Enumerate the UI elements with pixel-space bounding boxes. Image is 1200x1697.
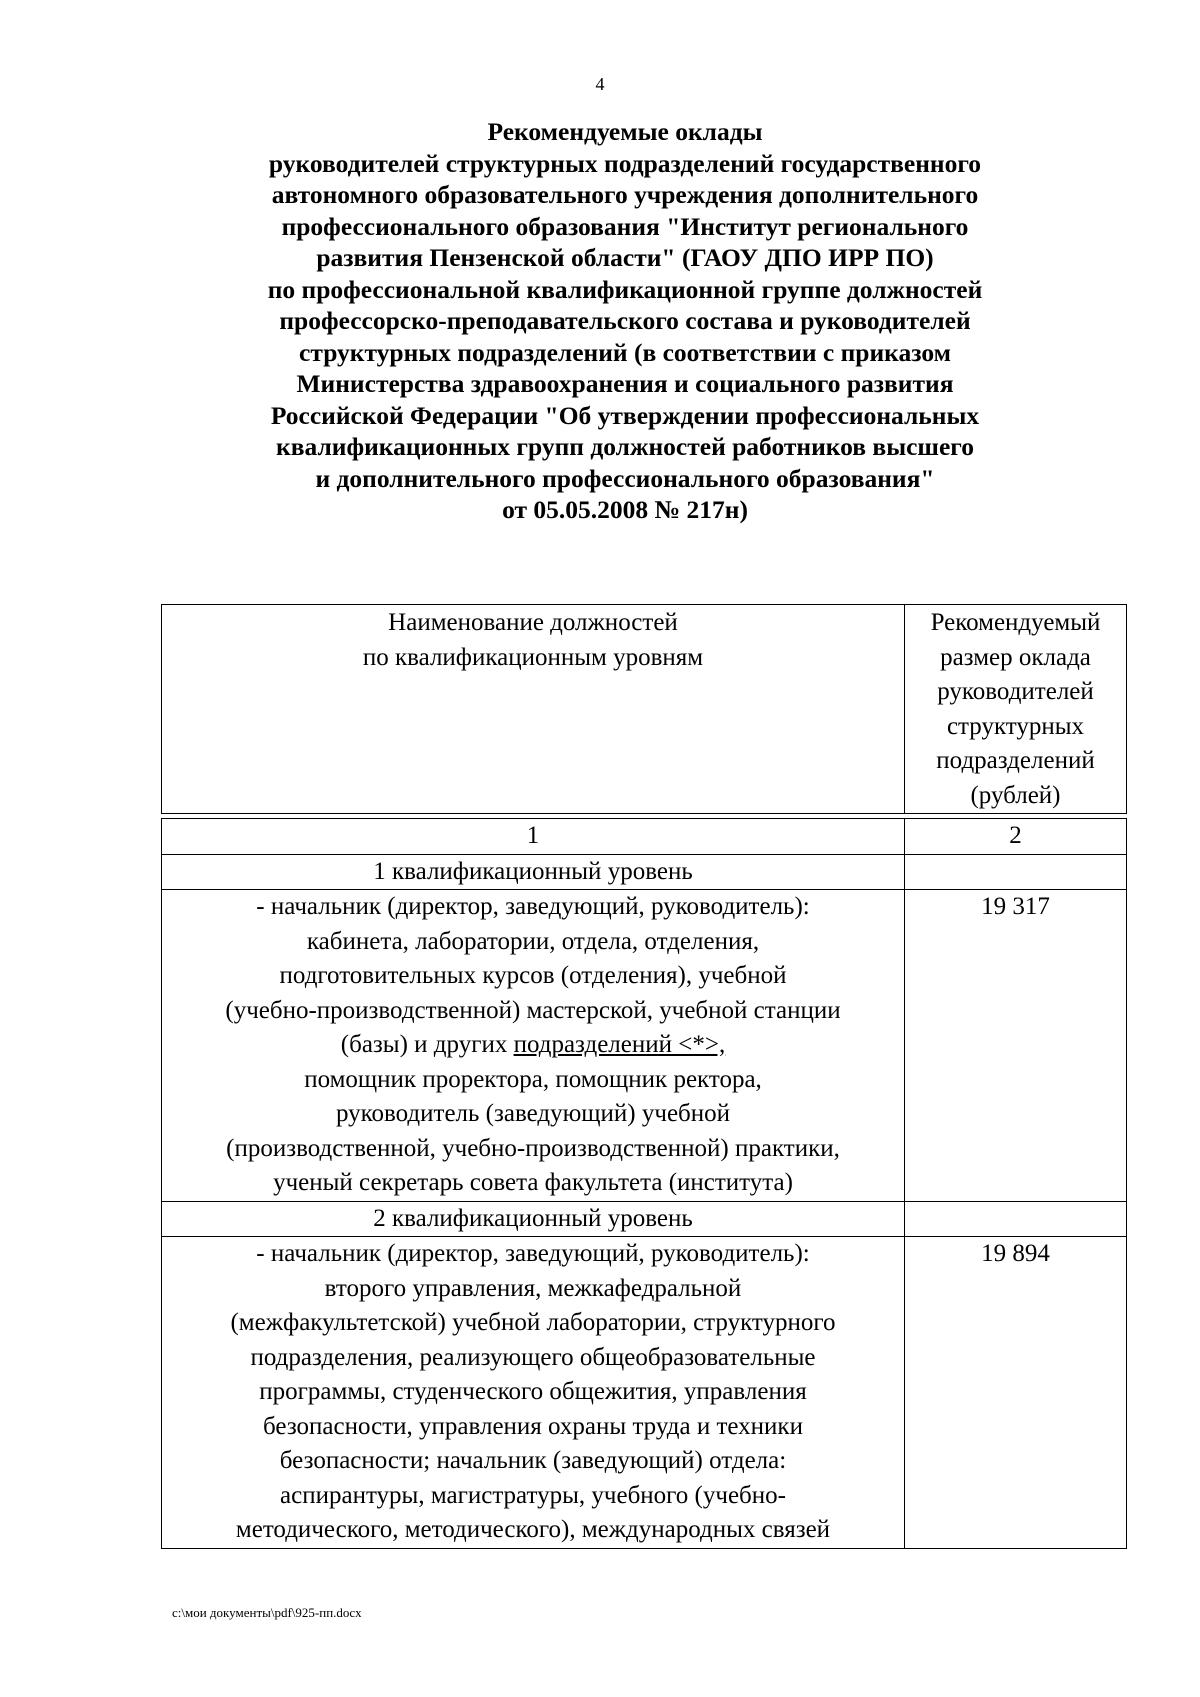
- level-1-positions: [162, 890, 905, 1202]
- position-text: (базы) и других: [340, 1031, 514, 1058]
- title-line: развития Пензенской области" (ГАОУ ДПО ИРР ПО): [316, 243, 934, 272]
- table-row: [162, 1201, 1127, 1237]
- position-line-with-link: [162, 1028, 904, 1063]
- title-line: квалификационных групп должностей работников высшего: [276, 432, 974, 461]
- title-line: по профессиональной квалификационной группе должностей: [267, 274, 983, 304]
- column-number-1: 1: [162, 819, 905, 855]
- level-2-positions: [162, 1237, 905, 1549]
- page-number: 4: [595, 74, 605, 94]
- table-row: [162, 1237, 1127, 1549]
- column-number-2: 2: [905, 819, 1127, 855]
- position-line: второго управления, межкафедральной: [324, 1274, 742, 1302]
- position-line: помощник проректора, помощник ректора,: [304, 1065, 762, 1093]
- table-row: [162, 819, 1127, 855]
- document-title: [200, 116, 1050, 526]
- header-line: размер оклада: [940, 643, 1091, 671]
- title-line: структурных подразделений (в соответствии с приказом: [299, 337, 951, 367]
- header-line: руководителей: [937, 678, 1094, 705]
- position-line: аспирантуры, магистратуры, учебного (учебно-: [280, 1481, 786, 1509]
- level-1-label-empty: [905, 854, 1127, 890]
- title-line: Министерства здравоохранения и социального развития: [296, 369, 954, 398]
- salary-table: [161, 818, 1127, 1549]
- position-line: ученый секретарь совета факультета (института): [273, 1169, 793, 1196]
- position-line: программы, студенческого общежития, управления: [259, 1378, 807, 1405]
- title-line: автономного образовательного учреждения дополнительного: [271, 180, 979, 209]
- header-line: подразделений: [936, 747, 1095, 774]
- table-row: [162, 854, 1127, 890]
- title-line: профессорско-преподавательского состава и руководителей: [279, 306, 971, 335]
- title-line: Российской Федерации "Об утверждении профессиональных: [270, 400, 980, 430]
- header-line: структурных: [946, 712, 1085, 740]
- footnote-link[interactable]: подразделений <*>,: [513, 1031, 726, 1058]
- table-row: [162, 890, 1127, 1202]
- level-1-label: 1 квалификационный уровень: [162, 854, 905, 890]
- position-line: подразделения, реализующего общеобразовательные: [250, 1343, 816, 1371]
- level-2-label: 2 квалификационный уровень: [162, 1201, 905, 1237]
- header-line: по квалификационным уровням: [362, 643, 704, 671]
- level-2-salary: 19 894: [905, 1237, 1127, 1549]
- header-cell-salary: [905, 605, 1127, 814]
- position-line: - начальник (директор, заведующий, руководитель):: [256, 1240, 810, 1267]
- table-header: [161, 604, 1127, 814]
- level-2-label-empty: [905, 1201, 1127, 1237]
- position-line: безопасности, управления охраны труда и техники: [263, 1412, 803, 1440]
- title-line: и дополнительного профессионального образования": [315, 463, 935, 493]
- header-cell-position: [162, 605, 905, 814]
- footer-file-path: c:\мои документы\pdf\925-пп.docx: [172, 1605, 362, 1620]
- position-line: кабинета, лаборатории, отдела, отделения,: [306, 927, 760, 955]
- level-1-salary: 19 317: [905, 890, 1127, 1202]
- position-line: (учебно-производственной) мастерской, учебной станции: [225, 996, 841, 1024]
- title-line: Рекомендуемые оклады: [487, 117, 763, 146]
- position-line: (межфакультетской) учебной лаборатории, структурного: [230, 1309, 836, 1336]
- title-line: от 05.05.2008 № 217н): [502, 495, 748, 524]
- title-line: профессионального образования "Институт регионального: [281, 211, 969, 241]
- position-line: безопасности; начальник (заведующий) отдела:: [279, 1447, 787, 1474]
- position-line: - начальник (директор, заведующий, руководитель):: [256, 893, 810, 920]
- position-line: методического, методического), международных связей: [235, 1516, 831, 1543]
- header-line: Наименование должностей: [388, 609, 678, 636]
- position-line: подготовительных курсов (отделения), учебной: [279, 962, 787, 989]
- title-line: руководителей структурных подразделений государственного: [268, 148, 982, 178]
- position-line: руководитель (заведующий) учебной: [335, 1100, 731, 1127]
- header-line: (рублей): [970, 781, 1061, 809]
- header-line: Рекомендуемый: [930, 609, 1101, 636]
- position-line: (производственной, учебно-производственной) практики,: [226, 1134, 840, 1162]
